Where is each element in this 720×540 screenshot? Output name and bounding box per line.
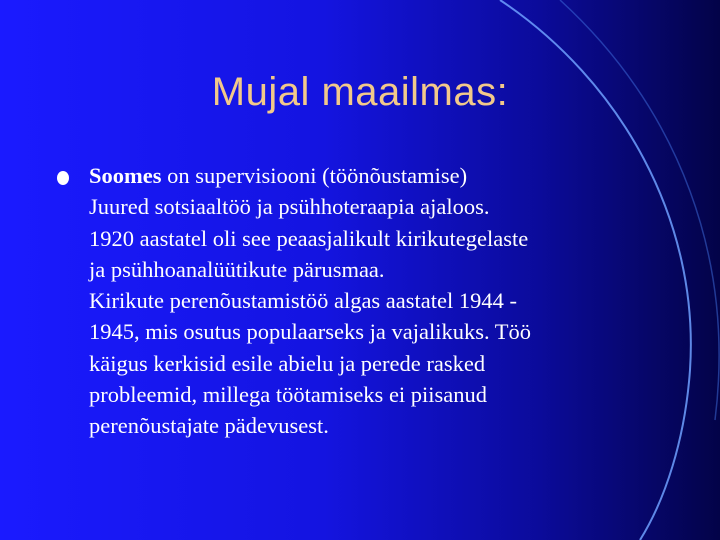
- body-line: Kirikute perenõustamistöö algas aastatel 1944 -: [89, 288, 518, 314]
- body-line: 1920 aastatel oli see peaasjalikult kirikutegelaste: [89, 225, 529, 251]
- emphasis-text: Soomes: [89, 163, 162, 188]
- body-line: perenõustajate pädevusest.: [89, 413, 329, 439]
- slide-body: [89, 160, 669, 442]
- body-line: käigus kerkisid esile abielu ja perede rasked: [89, 350, 486, 376]
- body-line: 1945, mis osutus populaarseks ja vajalikuks. Töö: [89, 319, 532, 345]
- slide-title: Mujal maailmas:: [211, 70, 509, 114]
- body-line: ja psühhoanalüütikute pärusmaa.: [89, 256, 385, 282]
- body-line: Juured sotsiaaltöö ja psühhoteraapia ajaloos.: [89, 194, 490, 220]
- body-line: Soomes on supervisiooni (töönõustamise): [89, 163, 468, 188]
- body-line: probleemid, millega töötamiseks ei piisanud: [89, 382, 488, 408]
- bullet-dot-icon: [57, 171, 69, 185]
